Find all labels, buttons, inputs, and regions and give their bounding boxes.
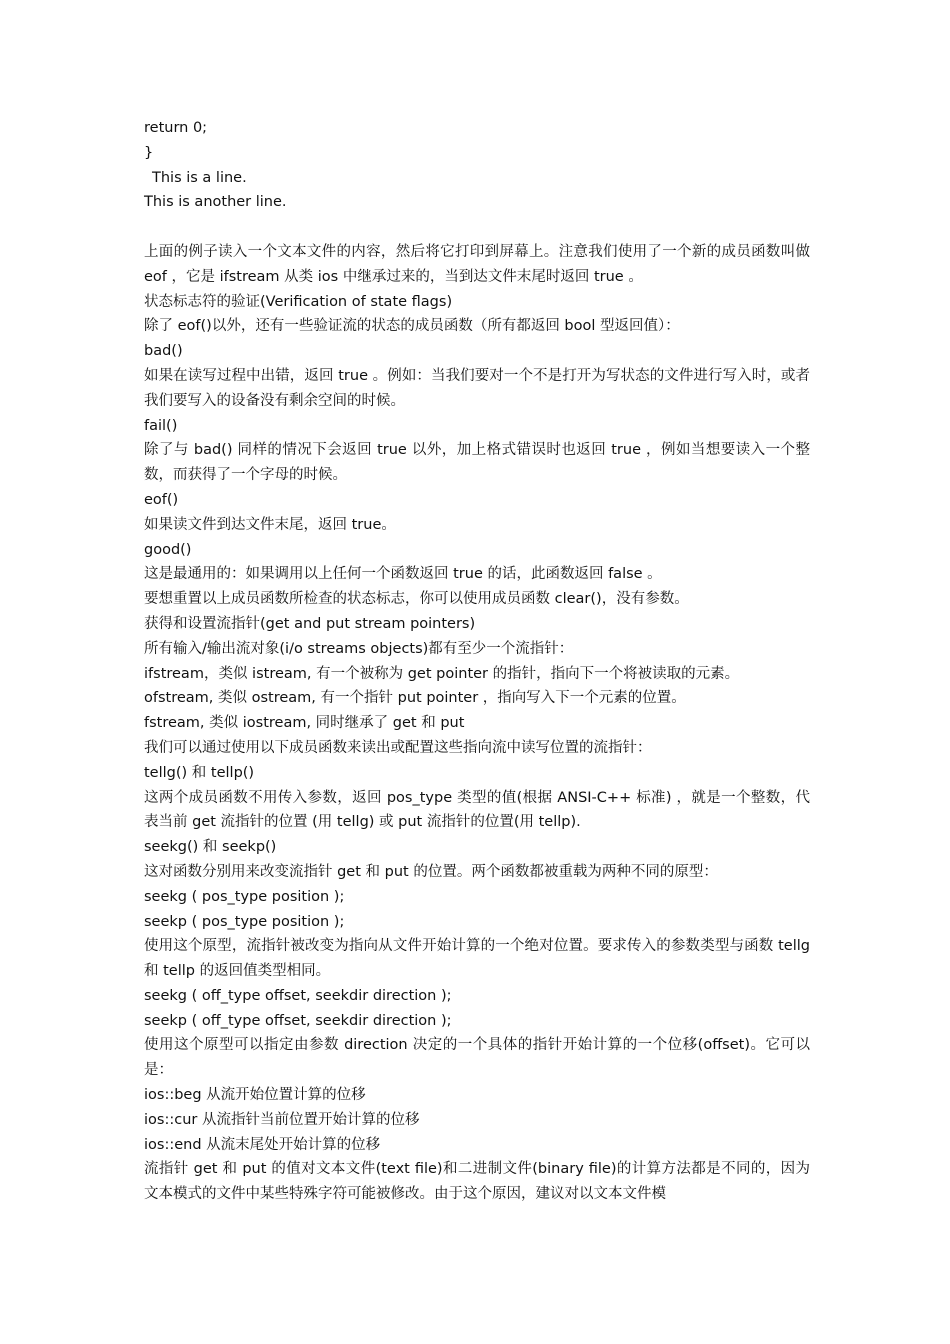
- paragraph: fstream, 类似 iostream, 同时继承了 get 和 put: [144, 715, 465, 732]
- document-body: [144, 116, 815, 1207]
- paragraph: 使用这个原型可以指定由参数 direction 决定的一个具体的指针开始计算的一个位移(offset)。它可以是：: [144, 1037, 810, 1079]
- paragraph: ifstream，类似 istream, 有一个被称为 get pointer 的指针，指向下一个将被读取的元素。: [144, 665, 740, 682]
- code-line: seekg ( off_type offset, seekdir direction );: [144, 987, 452, 1004]
- code-line: return 0;: [144, 120, 208, 136]
- paragraph: 如果在读写过程中出错，返回 true 。例如：当我们要对一个不是打开为写状态的文件进行写入时，或者我们要写入的设备没有剩余空间的时候。: [144, 367, 810, 409]
- code-line: seekp ( pos_type position );: [144, 913, 345, 930]
- function-name: good(): [144, 541, 192, 558]
- code-line: }: [144, 144, 154, 161]
- output-line: This is another line.: [144, 194, 287, 211]
- paragraph: 要想重置以上成员函数所检查的状态标志，你可以使用成员函数 clear()，没有参数。: [144, 591, 689, 608]
- paragraph: 这两个成员函数不用传入参数，返回 pos_type 类型的值(根据 ANSI-C++ 标准) ，就是一个整数，代表当前 get 流指针的位置 (用 tellg) 或 put 流指针的位置(用 tellp).: [144, 789, 810, 831]
- paragraph: 如果读文件到达文件末尾，返回 true。: [144, 516, 396, 533]
- paragraph: 这对函数分别用来改变流指针 get 和 put 的位置。两个函数都被重载为两种不同的原型：: [144, 863, 718, 880]
- output-line: This is a line.: [152, 169, 247, 186]
- paragraph: ofstream, 类似 ostream, 有一个指针 put pointer ，指向写入下一个元素的位置。: [144, 690, 686, 707]
- code-line: seekg ( pos_type position );: [144, 888, 345, 905]
- function-name: tellg() 和 tellp(): [144, 764, 255, 781]
- section-heading: 状态标志符的验证(Verification of state flags): [144, 293, 453, 310]
- list-item: ios::end 从流末尾处开始计算的位移: [144, 1136, 381, 1153]
- paragraph: 使用这个原型，流指针被改变为指向从文件开始计算的一个绝对位置。要求传入的参数类型与函数 tellg 和 tellp 的返回值类型相同。: [144, 938, 815, 980]
- code-line: seekp ( off_type offset, seekdir direction );: [144, 1012, 452, 1029]
- function-name: fail(): [144, 417, 178, 434]
- paragraph: 上面的例子读入一个文本文件的内容，然后将它打印到屏幕上。注意我们使用了一个新的成员函数叫做 eof ，它是 ifstream 从类 ios 中继承过来的，当到达文件末尾时返回 true 。: [144, 243, 815, 285]
- paragraph: 所有输入/输出流对象(i/o streams objects)都有至少一个流指针：: [144, 640, 574, 657]
- function-name: eof(): [144, 491, 179, 508]
- paragraph: 除了 eof()以外，还有一些验证流的状态的成员函数（所有都返回 bool 型返回值）：: [144, 318, 680, 335]
- list-item: ios::beg 从流开始位置计算的位移: [144, 1087, 366, 1104]
- section-heading: 获得和设置流指针(get and put stream pointers): [144, 615, 476, 632]
- paragraph: 流指针 get 和 put 的值对文本文件(text file)和二进制文件(binary file)的计算方法都是不同的，因为文本模式的文件中某些特殊字符可能被修改。由于这个原因，建议对以文本文件模: [144, 1161, 810, 1203]
- paragraph: 除了与 bad() 同样的情况下会返回 true 以外，加上格式错误时也返回 true ，例如当想要读入一个整数，而获得了一个字母的时候。: [144, 442, 810, 484]
- function-name: seekg() 和 seekp(): [144, 839, 277, 856]
- list-item: ios::cur 从流指针当前位置开始计算的位移: [144, 1111, 420, 1128]
- paragraph: 我们可以通过使用以下成员函数来读出或配置这些指向流中读写位置的流指针：: [144, 739, 652, 756]
- function-name: bad(): [144, 343, 183, 360]
- paragraph: 这是最通用的：如果调用以上任何一个函数返回 true 的话，此函数返回 false 。: [144, 566, 662, 583]
- blank-line: [144, 215, 810, 240]
